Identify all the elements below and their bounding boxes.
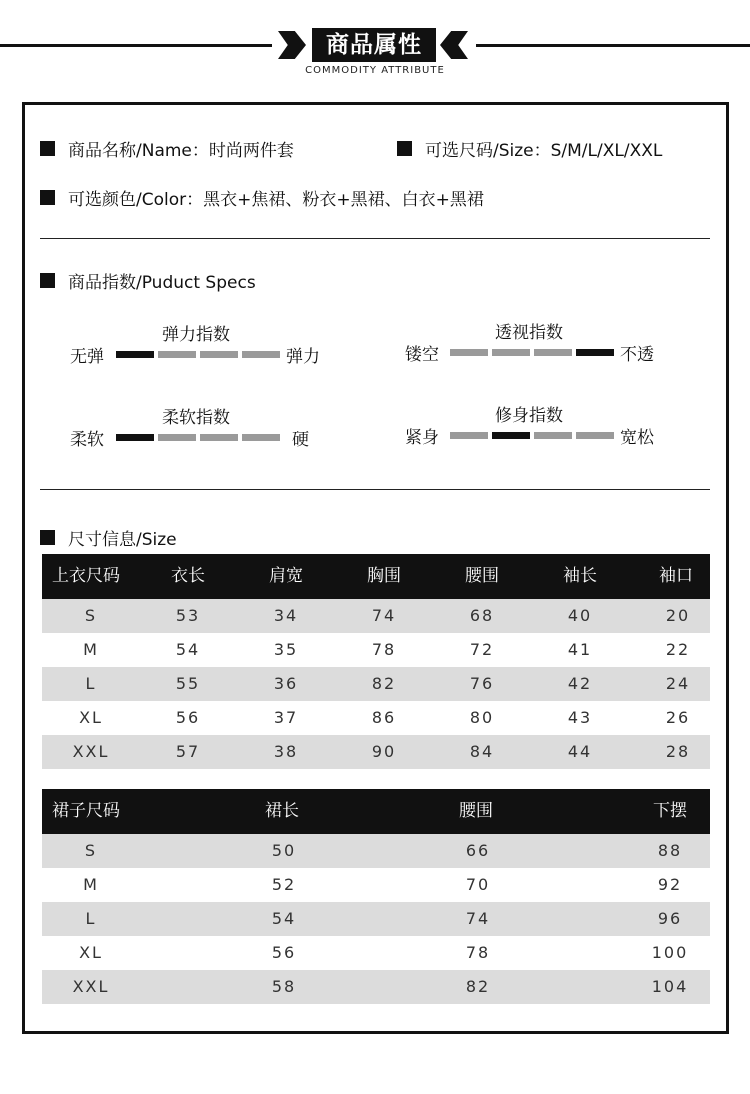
table-cell: 42 [567, 674, 593, 693]
table-row [42, 735, 710, 769]
gauge-segment [450, 432, 488, 439]
table-cell: 70 [465, 875, 491, 894]
header-line-right [476, 44, 750, 47]
table-row [42, 667, 710, 701]
spec-right-label: 不透 [620, 345, 654, 365]
spec-left-label: 柔软 [70, 430, 104, 450]
gauge-segment [534, 432, 572, 439]
header-cell: 下摆 [653, 801, 687, 821]
spec-fit [405, 401, 675, 446]
header-cell: 胸围 [367, 566, 401, 586]
table-cell: XL [79, 708, 103, 727]
table-cell: 54 [271, 909, 297, 928]
table-cell: 34 [273, 606, 299, 625]
square-bullet-icon [40, 530, 55, 545]
table-cell: S [84, 841, 98, 860]
gauge-segment [158, 434, 196, 441]
header-cell: 裙长 [265, 801, 299, 821]
table-cell: 40 [567, 606, 593, 625]
table-cell: 35 [273, 640, 299, 659]
gauge-segment-active [116, 434, 154, 441]
size-heading-text: 尺寸信息/Size [68, 530, 177, 550]
table-cell: 57 [175, 742, 201, 761]
gauge-segment [534, 349, 572, 356]
table-cell: 36 [273, 674, 299, 693]
table-cell: M [83, 640, 99, 659]
header-cell: 裙子尺码 [52, 801, 120, 821]
table-row [42, 868, 710, 902]
table-cell: 92 [657, 875, 683, 894]
table-cell: 56 [271, 943, 297, 962]
info-size [397, 136, 662, 161]
header-line-left [0, 44, 272, 47]
table-cell: 82 [465, 977, 491, 996]
table-cell: 66 [465, 841, 491, 860]
table-cell: XL [79, 943, 103, 962]
spec-title: 弹力指数 [162, 325, 230, 345]
table-body [42, 834, 710, 1004]
spec-left-label: 紧身 [405, 428, 439, 448]
table-cell: 74 [465, 909, 491, 928]
header-cell: 衣长 [171, 566, 205, 586]
section-subtitle: COMMODITY ATTRIBUTE [305, 65, 445, 76]
info-color [40, 185, 484, 210]
info-name [40, 136, 294, 161]
table-cell: 24 [665, 674, 691, 693]
table-row [42, 834, 710, 868]
header-cell: 上衣尺码 [52, 566, 120, 586]
gauge-segment [450, 349, 488, 356]
table-body [42, 599, 710, 769]
spec-left-label: 无弹 [70, 347, 104, 367]
header-cell: 腰围 [465, 566, 499, 586]
table-cell: 20 [665, 606, 691, 625]
table-cell: 96 [657, 909, 683, 928]
specs-heading [40, 268, 256, 293]
table-cell: 50 [271, 841, 297, 860]
gauge-segment-active [492, 432, 530, 439]
table-cell: 52 [271, 875, 297, 894]
table-cell: 104 [651, 977, 689, 996]
table-cell: 28 [665, 742, 691, 761]
table-cell: 86 [371, 708, 397, 727]
table-cell: XXL [72, 977, 110, 996]
table-row [42, 970, 710, 1004]
square-bullet-icon [40, 273, 55, 288]
gauge-segment-active [116, 351, 154, 358]
spec-right-label: 宽松 [620, 428, 654, 448]
table-cell: 76 [469, 674, 495, 693]
gauge-segment [242, 351, 280, 358]
header-arrow-right-icon [440, 31, 468, 59]
header-arrow-left-icon [278, 31, 306, 59]
table-row [42, 633, 710, 667]
top-size-table [42, 554, 710, 769]
spec-right-label: 硬 [292, 430, 309, 450]
table-cell: L [85, 674, 97, 693]
square-bullet-icon [40, 190, 55, 205]
table-cell: 78 [465, 943, 491, 962]
skirt-size-table [42, 789, 710, 1004]
spec-softness [70, 403, 340, 448]
spec-title: 修身指数 [495, 406, 563, 426]
table-header [42, 789, 710, 834]
table-cell: 78 [371, 640, 397, 659]
table-row [42, 701, 710, 735]
table-cell: 22 [665, 640, 691, 659]
info-name-text: 商品名称/Name：时尚两件套 [68, 141, 294, 161]
gauge-segment [576, 432, 614, 439]
square-bullet-icon [40, 141, 55, 156]
gauge-segment [200, 351, 238, 358]
gauge-segment [242, 434, 280, 441]
table-cell: 26 [665, 708, 691, 727]
table-cell: M [83, 875, 99, 894]
table-cell: 53 [175, 606, 201, 625]
spec-right-label: 弹力 [286, 347, 320, 367]
table-row [42, 902, 710, 936]
spec-title: 透视指数 [495, 323, 563, 343]
table-cell: 88 [657, 841, 683, 860]
gauge-segment [492, 349, 530, 356]
table-cell: 84 [469, 742, 495, 761]
header-cell: 袖长 [563, 566, 597, 586]
table-header [42, 554, 710, 599]
divider [40, 489, 710, 490]
header-cell: 肩宽 [269, 566, 303, 586]
table-cell: 55 [175, 674, 201, 693]
table-cell: 58 [271, 977, 297, 996]
table-cell: S [84, 606, 98, 625]
header-cell: 袖口 [659, 566, 693, 586]
table-cell: 44 [567, 742, 593, 761]
size-heading [40, 525, 177, 550]
info-color-text: 可选颜色/Color：黑衣+焦裙、粉衣+黑裙、白衣+黑裙 [68, 190, 484, 210]
table-cell: L [85, 909, 97, 928]
header-cell: 腰围 [459, 801, 493, 821]
table-row [42, 599, 710, 633]
square-bullet-icon [397, 141, 412, 156]
table-cell: 90 [371, 742, 397, 761]
divider [40, 238, 710, 239]
table-cell: 100 [651, 943, 689, 962]
table-cell: 82 [371, 674, 397, 693]
spec-title: 柔软指数 [162, 408, 230, 428]
specs-heading-text: 商品指数/Puduct Specs [68, 273, 256, 293]
section-title: 商品属性 [312, 28, 436, 62]
gauge-segment [200, 434, 238, 441]
spec-elasticity [70, 320, 340, 365]
gauge-segment-active [576, 349, 614, 356]
table-cell: 54 [175, 640, 201, 659]
table-cell: 37 [273, 708, 299, 727]
table-cell: 74 [371, 606, 397, 625]
info-size-text: 可选尺码/Size：S/M/L/XL/XXL [425, 141, 663, 161]
table-cell: 56 [175, 708, 201, 727]
table-cell: 80 [469, 708, 495, 727]
table-cell: 41 [567, 640, 593, 659]
table-cell: 43 [567, 708, 593, 727]
table-row [42, 936, 710, 970]
table-cell: XXL [72, 742, 110, 761]
table-cell: 68 [469, 606, 495, 625]
spec-left-label: 镂空 [405, 345, 439, 365]
gauge-segment [158, 351, 196, 358]
table-cell: 38 [273, 742, 299, 761]
spec-transparency [405, 318, 675, 363]
table-cell: 72 [469, 640, 495, 659]
